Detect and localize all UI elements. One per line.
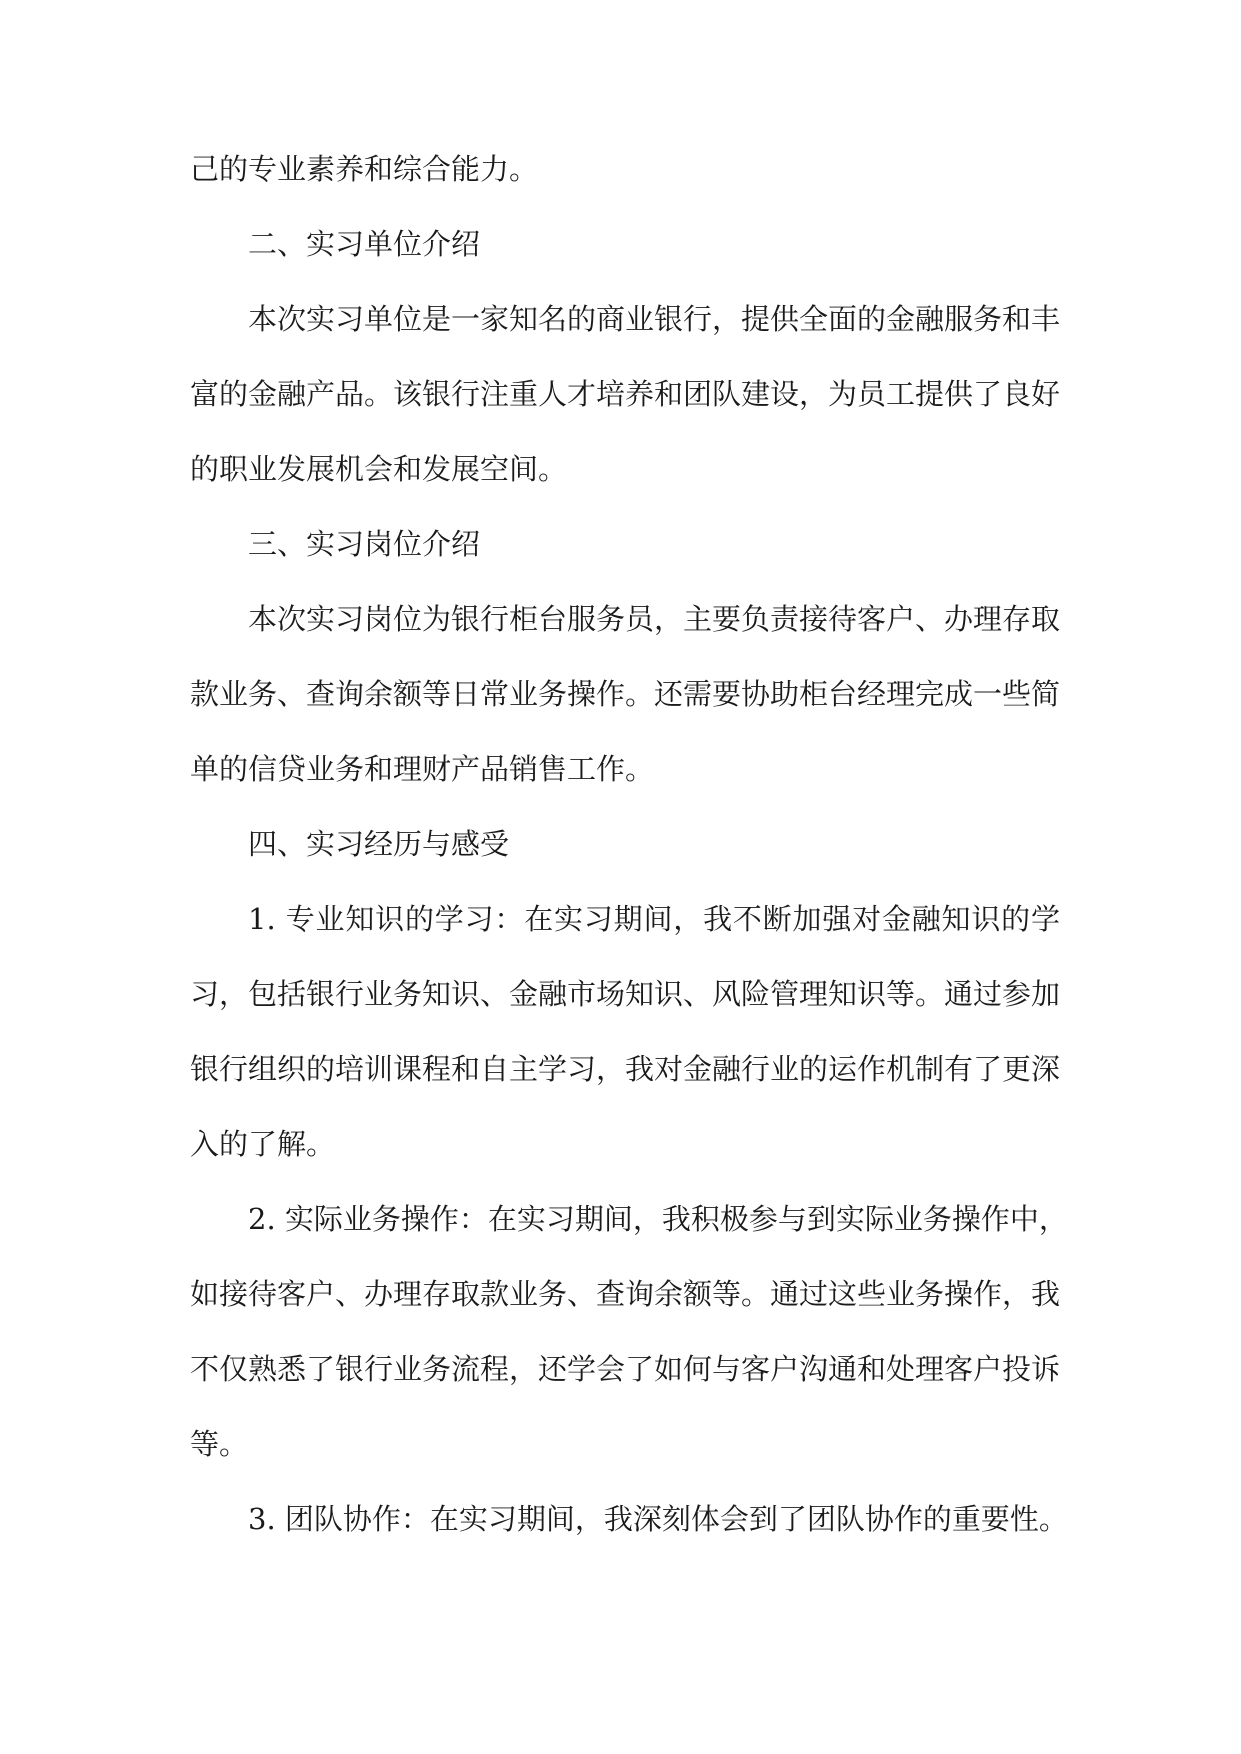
paragraph-line: 本次实习岗位为银行柜台服务员，主要负责接待客户、办理存取 xyxy=(248,602,1061,636)
list-item-line: 银行组织的培训课程和自主学习，我对金融行业的运作机制有了更深 xyxy=(190,1052,1061,1086)
section-heading-position-intro: 三、实习岗位介绍 xyxy=(248,527,481,561)
section-heading-unit-intro: 二、实习单位介绍 xyxy=(248,227,481,261)
list-item-line: 习，包括银行业务知识、金融市场知识、风险管理知识等。通过参加 xyxy=(190,977,1061,1011)
list-item-line: 2. 实际业务操作：在实习期间，我积极参与到实际业务操作中， xyxy=(248,1202,1068,1236)
section-heading-experience: 四、实习经历与感受 xyxy=(248,827,510,861)
list-item-line: 不仅熟悉了银行业务流程，还学会了如何与客户沟通和处理客户投诉 xyxy=(190,1352,1061,1386)
list-item-line: 入的了解。 xyxy=(190,1127,336,1161)
list-item-line: 等。 xyxy=(190,1427,249,1461)
list-item-line: 3. 团队协作：在实习期间，我深刻体会到了团队协作的重要性。 xyxy=(248,1502,1068,1536)
document-page xyxy=(190,132,1068,1557)
paragraph-line: 本次实习单位是一家知名的商业银行，提供全面的金融服务和丰 xyxy=(248,302,1061,336)
paragraph-continuation-line: 己的专业素养和综合能力。 xyxy=(190,152,539,186)
paragraph-line: 单的信贷业务和理财产品销售工作。 xyxy=(190,752,655,786)
paragraph-line: 款业务、查询余额等日常业务操作。还需要协助柜台经理完成一些简 xyxy=(190,677,1061,711)
paragraph-line: 的职业发展机会和发展空间。 xyxy=(190,452,568,486)
list-item-line: 1. 专业知识的学习：在实习期间，我不断加强对金融知识的学 xyxy=(248,902,1060,936)
list-item-line: 如接待客户、办理存取款业务、查询余额等。通过这些业务操作，我 xyxy=(190,1277,1061,1311)
paragraph-line: 富的金融产品。该银行注重人才培养和团队建设，为员工提供了良好 xyxy=(190,377,1061,411)
